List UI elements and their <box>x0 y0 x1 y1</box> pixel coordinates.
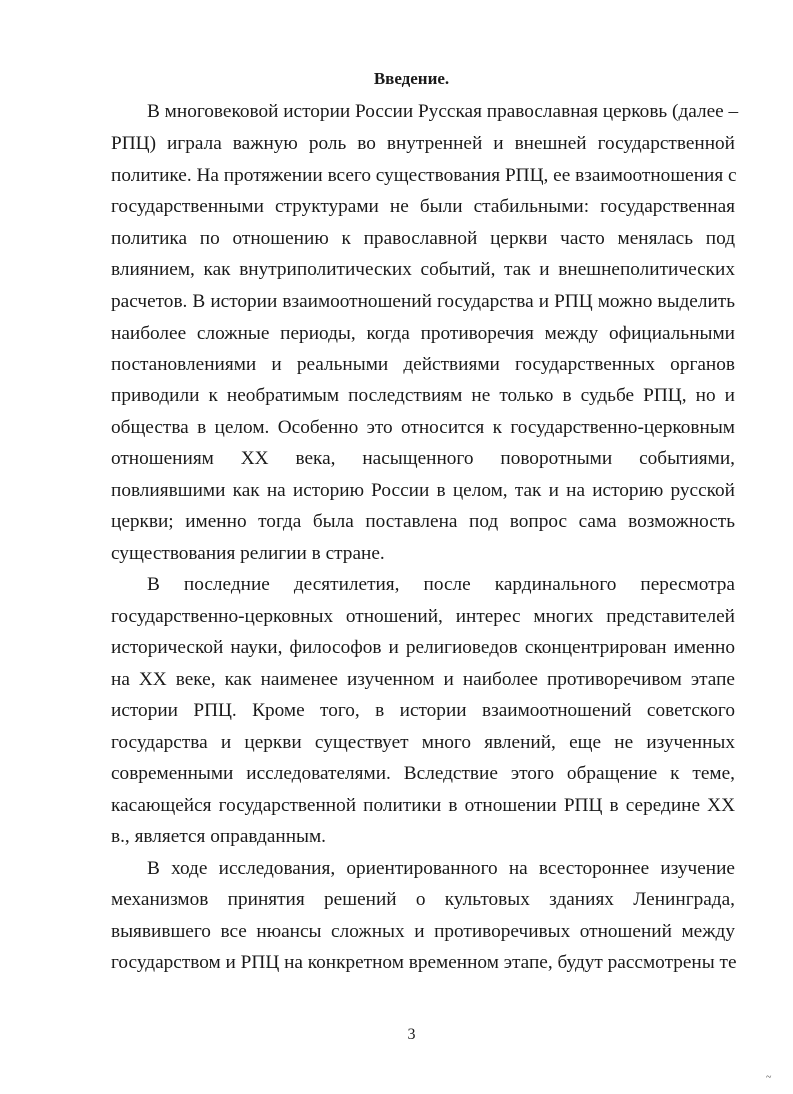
text-line: выявившего все нюансы сложных и противоречивых отношений между <box>111 921 735 942</box>
text-line: политике. На протяжении всего существования РПЦ, ее взаимоотношения с <box>111 165 737 186</box>
text-line: постановлениями и реальными действиями государственных органов <box>111 354 735 375</box>
text-line: исторической науки, философов и религиоведов сконцентрирован именно <box>111 637 735 658</box>
text-line: В многовековой истории России Русская православная церковь (далее – <box>147 101 739 122</box>
text-line: государственными структурами не были стабильными: государственная <box>111 196 735 217</box>
text-line: наиболее сложные периоды, когда противоречия между официальными <box>111 323 735 344</box>
text-line: касающейся государственной политики в отношении РПЦ в середине XX <box>111 795 735 816</box>
text-line: В ходе исследования, ориентированного на всестороннее изучение <box>147 858 735 879</box>
text-line: повлиявшими как на историю России в целом, так и на историю русской <box>111 480 735 501</box>
text-line: РПЦ) играла важную роль во внутренней и внешней государственной <box>111 133 735 154</box>
text-line: существования религии в стране. <box>111 543 385 564</box>
text-line: влиянием, как внутриполитических событий, так и внешнеполитических <box>111 259 735 280</box>
text-line: расчетов. В истории взаимоотношений государства и РПЦ можно выделить <box>111 291 735 312</box>
text-line: приводили к необратимым последствиям не только в судьбе РПЦ, но и <box>111 385 735 406</box>
text-line: современными исследователями. Вследствие этого обращение к теме, <box>111 763 735 784</box>
text-line: государства и церкви существует много явлений, еще не изученных <box>111 732 735 753</box>
text-line: на XX веке, как наименее изученном и наиболее противоречивом этапе <box>111 669 735 690</box>
text-line: в., является оправданным. <box>111 826 327 847</box>
scan-mark: ~ <box>766 1072 772 1083</box>
page-number: 3 <box>407 1026 416 1043</box>
text-line: отношениям XX века, насыщенного поворотными событиями, <box>111 448 735 469</box>
text-line: церкви; именно тогда была поставлена под вопрос сама возможность <box>111 511 735 532</box>
text-line: механизмов принятия решений о культовых зданиях Ленинграда, <box>111 889 735 910</box>
text-line: политика по отношению к православной церкви часто менялась под <box>111 228 735 249</box>
text-line: истории РПЦ. Кроме того, в истории взаимоотношений советского <box>111 700 735 721</box>
text-line: государственно-церковных отношений, интерес многих представителей <box>111 606 735 627</box>
section-heading: Введение. <box>373 69 450 88</box>
text-line: государством и РПЦ на конкретном временном этапе, будут рассмотрены те <box>111 952 737 973</box>
text-line: В последние десятилетия, после кардинального пересмотра <box>147 574 735 595</box>
text-line: общества в целом. Особенно это относится к государственно-церковным <box>111 417 735 438</box>
